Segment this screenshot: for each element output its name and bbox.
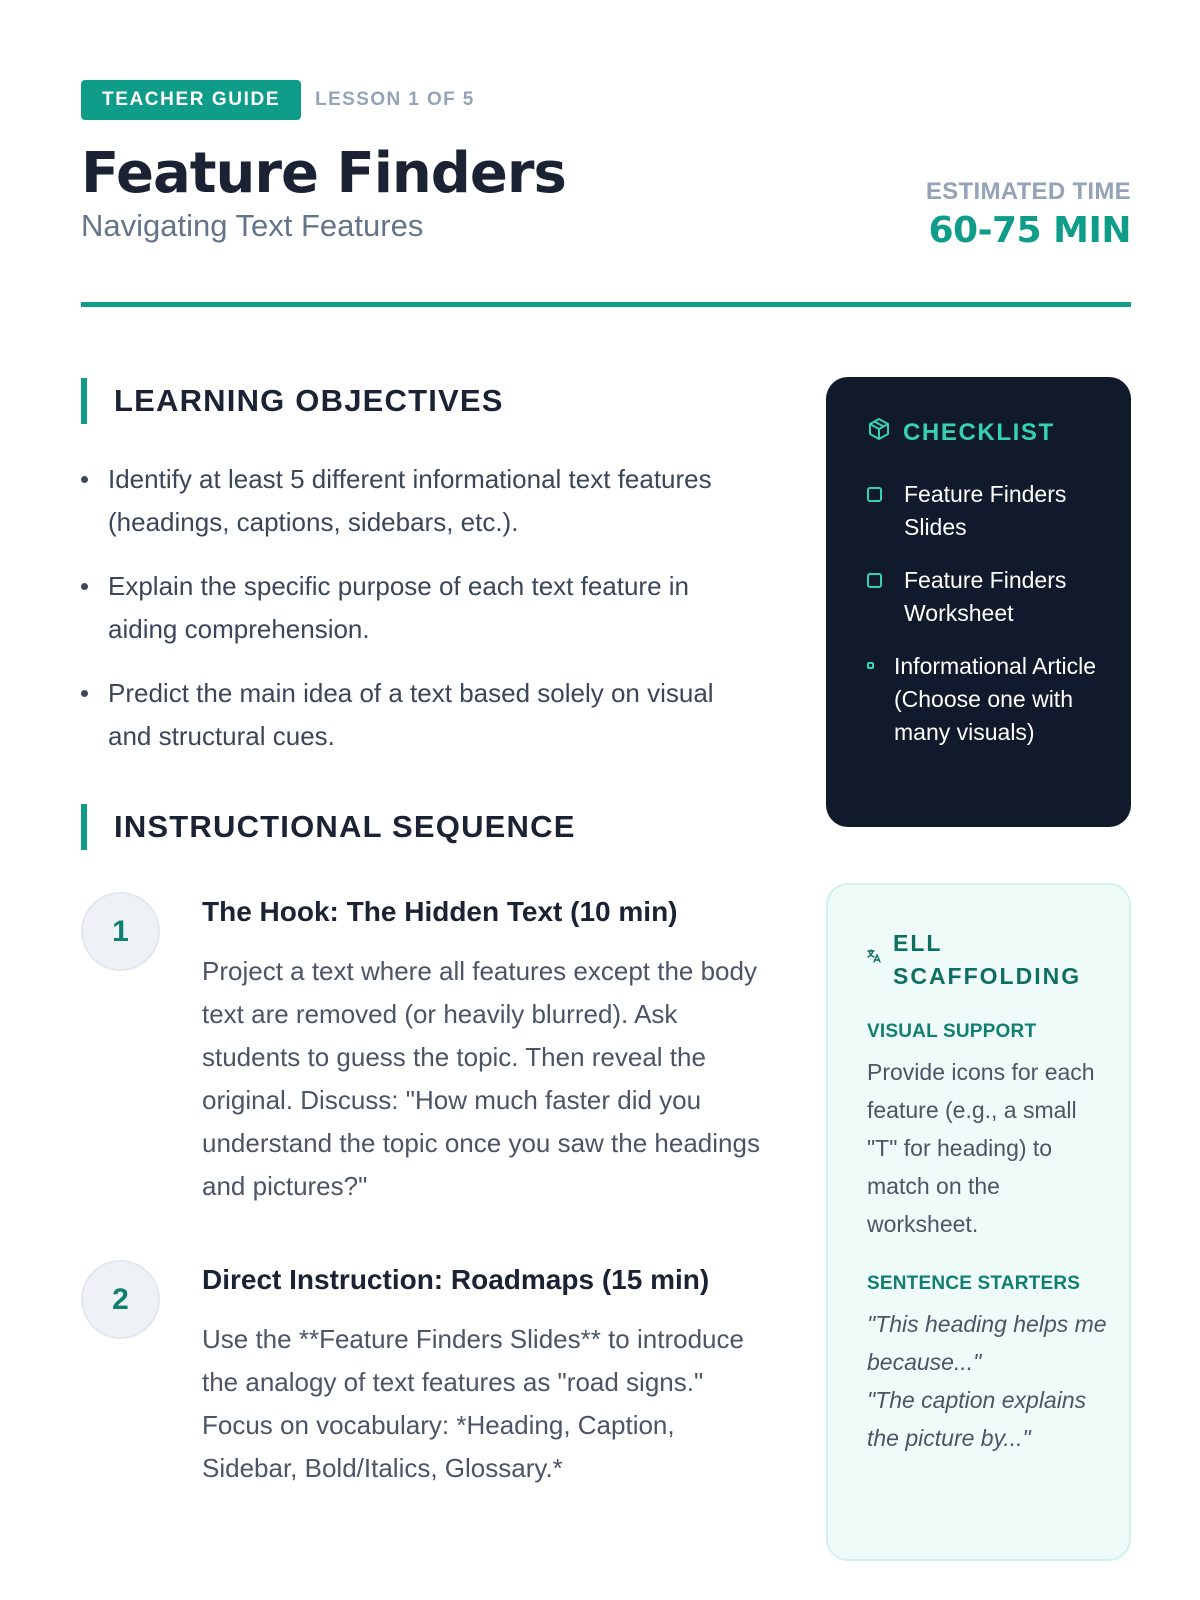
step-number: 2 [81, 1260, 160, 1339]
checkbox[interactable] [867, 487, 882, 502]
translate-icon [867, 939, 881, 972]
sentence-starter: "This heading helps me because..." [867, 1311, 1107, 1375]
sequence-step [81, 892, 761, 1208]
sequence-step [81, 1260, 761, 1490]
step-body: Use the **Feature Finders Slides** to introduce the analogy of text features as "road signs." Focus on vocabulary: *Heading, Caption, Sidebar, Bold/Italics, Glossary.* [202, 1324, 744, 1483]
checklist-heading: CHECKLIST [903, 418, 1055, 446]
checklist-card [826, 377, 1131, 827]
ell-heading: ELL SCAFFOLDING [893, 930, 1082, 989]
main-column [81, 378, 761, 1490]
step-title: Direct Instruction: Roadmaps (15 min) [202, 1264, 710, 1295]
step-number: 1 [81, 892, 160, 971]
sentence-starters-label: SENTENCE STARTERS [867, 1273, 1081, 1294]
page-subtitle: Navigating Text Features [81, 208, 424, 243]
teacher-guide-badge: TEACHER GUIDE [81, 80, 301, 120]
checklist-item[interactable] [867, 650, 1101, 749]
objectives-heading: LEARNING OBJECTIVES [81, 378, 761, 424]
step-title: The Hook: The Hidden Text (10 min) [202, 896, 678, 927]
estimated-time [926, 178, 1131, 251]
checklist-items [867, 478, 1101, 749]
checkbox[interactable] [867, 662, 874, 669]
objectives-list [81, 458, 761, 758]
sentence-starter: "The caption explains the picture by..." [867, 1387, 1087, 1451]
sequence-heading: INSTRUCTIONAL SEQUENCE [81, 804, 761, 850]
header-divider [81, 302, 1131, 307]
checklist-item-label: Feature Finders Slides [904, 481, 1067, 540]
teacher-guide-page [81, 80, 1131, 1580]
checkbox[interactable] [867, 573, 882, 588]
step-body: Project a text where all features except the body text are removed (or heavily blurred). Ask students to guess the topic. Then reveal the original. Discuss: "How much faster did you understand the topic once you saw the headings and pictures?" [202, 956, 760, 1201]
objective-item: Identify at least 5 different informational text features (headings, captions, sidebars, etc.). [81, 458, 761, 544]
cube-icon [867, 417, 891, 448]
ell-header [867, 927, 1107, 993]
checklist-item[interactable] [867, 478, 1101, 544]
checklist-item-label: Informational Article (Choose one with many visuals) [894, 653, 1096, 745]
checklist-header [867, 417, 1101, 448]
visual-support-text: Provide icons for each feature (e.g., a small "T" for heading) to match on the worksheet. [867, 1059, 1095, 1237]
objective-item: Predict the main idea of a text based solely on visual and structural cues. [81, 672, 761, 758]
sentence-starters-list [867, 1305, 1107, 1457]
lesson-count: LESSON 1 OF 5 [315, 89, 475, 110]
checklist-item-label: Feature Finders Worksheet [904, 567, 1067, 626]
estimated-time-label: ESTIMATED TIME [925, 178, 1131, 205]
page-title: Feature Finders [81, 141, 566, 206]
objective-item: Explain the specific purpose of each text feature in aiding comprehension. [81, 565, 761, 651]
estimated-time-value: 60-75 MIN [928, 210, 1131, 251]
ell-scaffolding-card [826, 883, 1131, 1561]
checklist-item[interactable] [867, 564, 1101, 630]
header-meta [81, 80, 1131, 120]
visual-support-label: VISUAL SUPPORT [867, 1021, 1037, 1042]
